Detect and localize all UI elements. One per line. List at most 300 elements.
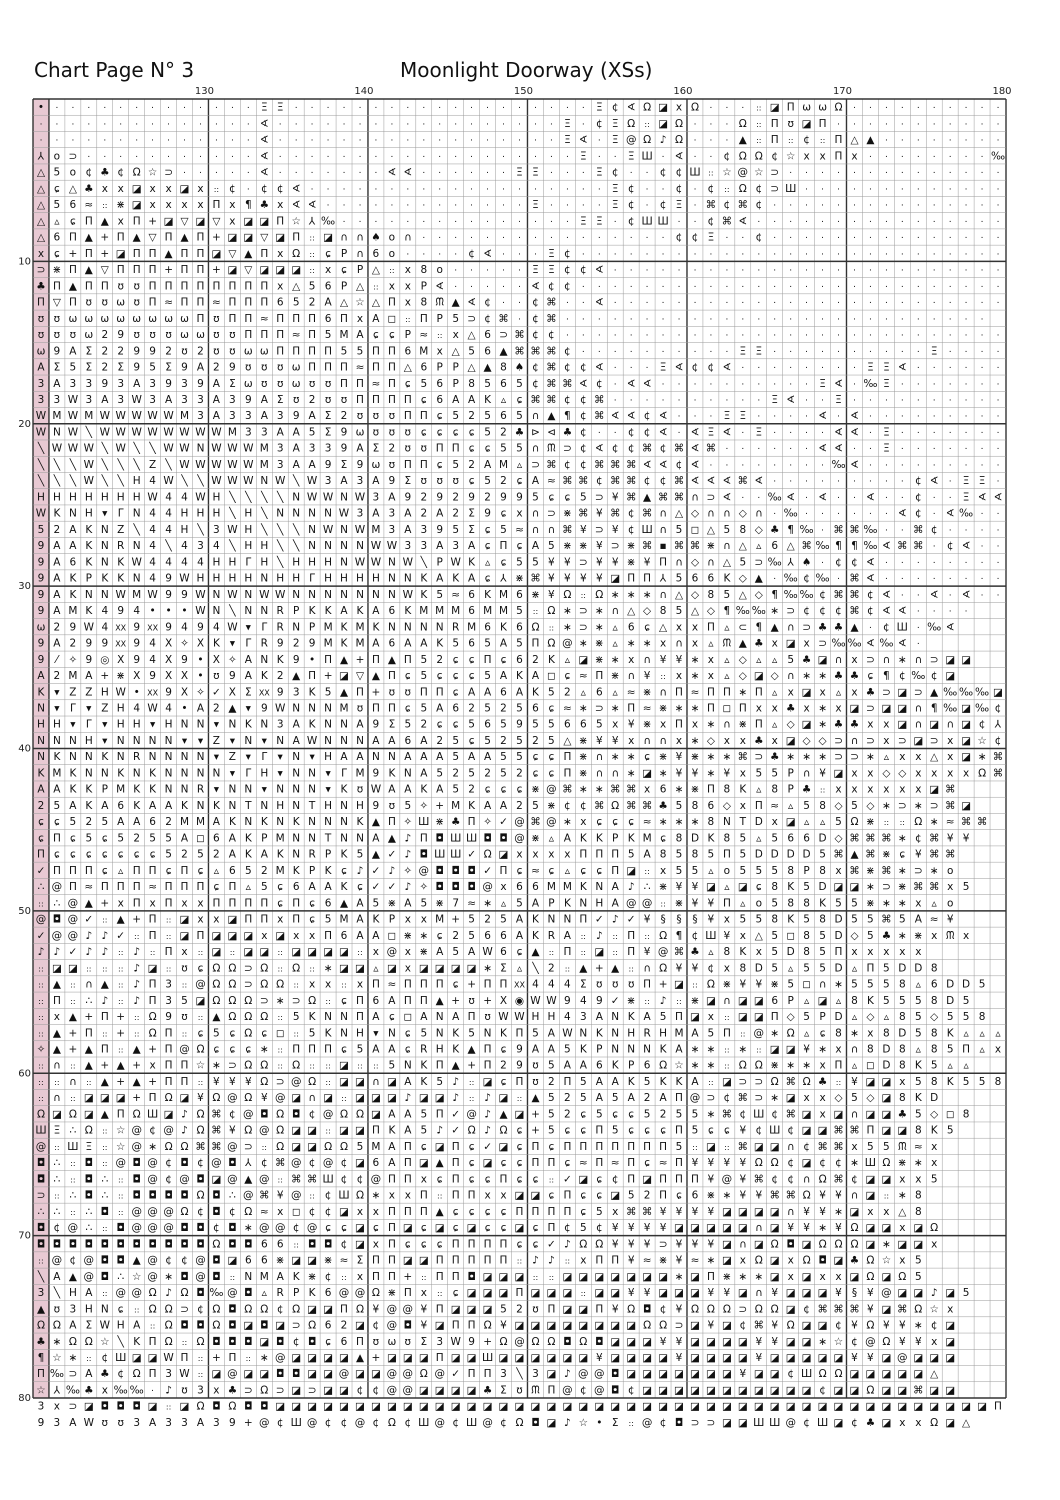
- grid-symbol: H: [244, 540, 252, 552]
- grid-symbol: ·: [741, 364, 744, 374]
- grid-symbol: 9: [38, 556, 45, 568]
- grid-symbol: ◇: [643, 605, 652, 617]
- grid-symbol: K: [309, 605, 317, 617]
- grid-symbol: o: [54, 150, 60, 162]
- grid-symbol: ʊ: [452, 475, 459, 487]
- grid-symbol: ≈: [419, 329, 428, 341]
- grid-symbol: ::: [86, 1078, 91, 1087]
- grid-symbol: Π: [723, 686, 731, 698]
- grid-symbol: Π: [388, 703, 396, 715]
- grid-symbol: A: [436, 946, 444, 958]
- grid-symbol: ·: [119, 120, 122, 130]
- grid-symbol: ·: [709, 120, 712, 130]
- grid-symbol: Ξ: [771, 394, 778, 406]
- grid-symbol: ·: [741, 104, 744, 114]
- grid-symbol: ☆: [977, 735, 986, 747]
- grid-symbol: D: [898, 962, 906, 974]
- grid-symbol: ·: [805, 185, 808, 195]
- grid-symbol: ◪: [339, 1060, 349, 1072]
- grid-symbol: N: [308, 703, 316, 715]
- grid-symbol: N: [388, 1027, 396, 1039]
- grid-symbol: Z: [213, 735, 220, 747]
- grid-symbol: ◪: [961, 719, 971, 731]
- grid-symbol: ◪: [339, 670, 349, 682]
- grid-symbol: ∗: [722, 751, 731, 763]
- grid-symbol: ·: [917, 331, 920, 341]
- grid-symbol: ·: [725, 461, 728, 471]
- grid-symbol: ◘: [37, 1222, 45, 1234]
- grid-symbol: R: [197, 784, 204, 796]
- grid-symbol: ¥: [628, 1238, 635, 1250]
- grid-symbol: Π: [579, 914, 587, 926]
- grid-symbol: ·: [997, 185, 1000, 195]
- grid-symbol: ◇: [850, 930, 859, 942]
- grid-symbol: ¥: [580, 573, 587, 585]
- grid-symbol: 8: [771, 784, 778, 796]
- grid-symbol: N: [197, 768, 205, 780]
- grid-symbol: ·: [694, 250, 697, 260]
- grid-symbol: ◘: [212, 1271, 220, 1283]
- grid-symbol: ◇: [787, 719, 796, 731]
- grid-symbol: ·: [997, 136, 1000, 146]
- grid-symbol: ɕ: [660, 1125, 666, 1137]
- grid-symbol: 5: [835, 816, 842, 828]
- grid-symbol: ·: [949, 282, 952, 292]
- grid-symbol: K: [628, 1011, 636, 1023]
- grid-symbol: A: [356, 914, 364, 926]
- grid-symbol: ·: [550, 152, 553, 162]
- grid-symbol: @: [36, 1141, 47, 1153]
- grid-symbol: ⌘: [259, 1190, 270, 1202]
- grid-symbol: ◪: [754, 995, 764, 1007]
- grid-symbol: ¥: [708, 897, 715, 909]
- grid-symbol: N: [388, 556, 396, 568]
- grid-symbol: Ω: [819, 1238, 827, 1250]
- grid-symbol: 6: [325, 313, 332, 325]
- grid-symbol: Π: [532, 638, 540, 650]
- grid-symbol: ·: [725, 347, 728, 357]
- grid-symbol: ◪: [227, 930, 237, 942]
- grid-symbol: 2: [484, 491, 491, 503]
- grid-symbol: 3: [38, 394, 45, 406]
- grid-symbol: ⊃: [531, 459, 540, 471]
- grid-symbol: ·: [422, 217, 425, 227]
- grid-symbol: ✓: [563, 1173, 572, 1185]
- grid-symbol: ▽: [260, 232, 269, 244]
- grid-symbol: ·: [917, 136, 920, 146]
- grid-symbol: ∩: [723, 540, 731, 552]
- grid-symbol: ·: [757, 493, 760, 503]
- grid-symbol: ▵: [756, 540, 762, 552]
- grid-symbol: ·: [869, 623, 872, 633]
- grid-symbol: Π: [468, 1368, 476, 1380]
- grid-symbol: ⌘: [578, 475, 589, 487]
- grid-symbol: R: [133, 751, 140, 763]
- grid-symbol: ·: [311, 136, 314, 146]
- grid-symbol: ≈: [531, 865, 540, 877]
- grid-symbol: Π: [436, 1108, 444, 1120]
- grid-symbol: Z: [229, 751, 236, 763]
- grid-symbol: ☆: [754, 167, 763, 179]
- grid-symbol: ·: [949, 266, 952, 276]
- grid-symbol: x: [453, 329, 459, 341]
- grid-symbol: 8: [899, 979, 906, 991]
- grid-symbol: +: [212, 264, 221, 276]
- grid-symbol: Ξ: [628, 150, 635, 162]
- grid-symbol: ◪: [323, 946, 333, 958]
- grid-symbol: ◪: [818, 1125, 828, 1137]
- grid-symbol: ▲: [133, 1076, 142, 1088]
- grid-symbol: 3: [436, 1336, 443, 1348]
- grid-symbol: ◪: [802, 1157, 812, 1169]
- grid-symbol: ʊ: [357, 410, 364, 422]
- grid-symbol: 2: [564, 686, 571, 698]
- grid-symbol: Σ: [85, 1320, 92, 1332]
- grid-symbol: ◪: [658, 1401, 668, 1413]
- grid-symbol: ɕ: [325, 248, 331, 260]
- grid-symbol: Z: [69, 686, 76, 698]
- grid-symbol: Π: [468, 1011, 476, 1023]
- grid-symbol: K: [612, 1060, 620, 1072]
- grid-symbol: ▲: [499, 345, 508, 357]
- grid-symbol: ·: [901, 477, 904, 487]
- grid-symbol: ▾: [246, 621, 252, 633]
- grid-symbol: ⌘: [594, 394, 605, 406]
- grid-symbol: ◪: [291, 1141, 301, 1153]
- grid-symbol: 5: [468, 1027, 475, 1039]
- grid-symbol: K: [69, 784, 77, 796]
- grid-symbol: ◪: [610, 1401, 620, 1413]
- grid-symbol: ʊ: [373, 410, 380, 422]
- grid-symbol: N: [101, 556, 109, 568]
- grid-symbol: ⊃: [706, 1417, 715, 1429]
- grid-symbol: H: [260, 540, 268, 552]
- grid-symbol: K: [660, 1076, 668, 1088]
- grid-symbol: ⋇: [579, 751, 588, 763]
- grid-symbol: ⋇: [515, 573, 524, 585]
- grid-symbol: ¶: [245, 199, 252, 211]
- grid-symbol: ⌘: [546, 394, 557, 406]
- grid-symbol: ::: [118, 948, 123, 957]
- grid-symbol: ·: [789, 380, 792, 390]
- grid-symbol: 5: [452, 313, 459, 325]
- grid-symbol: ∗: [898, 832, 907, 844]
- grid-symbol: ::: [294, 981, 299, 990]
- grid-symbol: 5: [500, 524, 507, 536]
- grid-symbol: 6: [500, 378, 507, 390]
- grid-symbol: ◇: [930, 1108, 939, 1120]
- grid-symbol: ·: [582, 185, 585, 195]
- grid-symbol: ω: [116, 297, 125, 309]
- grid-symbol: ◪: [706, 995, 716, 1007]
- grid-symbol: Π: [149, 979, 157, 991]
- grid-symbol: Ξ: [580, 215, 587, 227]
- grid-symbol: H: [356, 800, 364, 812]
- grid-symbol: ⌘: [945, 849, 956, 861]
- grid-symbol: ◘: [324, 1238, 332, 1250]
- grid-symbol: x: [915, 946, 921, 958]
- grid-symbol: 4: [101, 621, 108, 633]
- grid-symbol: N: [340, 816, 348, 828]
- grid-symbol: x: [102, 1385, 108, 1397]
- grid-symbol: ⊃: [691, 1417, 700, 1429]
- grid-symbol: ◪: [818, 1287, 828, 1299]
- grid-symbol: ¢: [755, 183, 762, 195]
- grid-symbol: A: [309, 410, 317, 422]
- grid-symbol: ∗: [659, 816, 668, 828]
- grid-symbol: Π: [468, 816, 476, 828]
- grid-symbol: Π: [835, 134, 843, 146]
- grid-symbol: M: [674, 1027, 683, 1039]
- grid-symbol: N: [228, 800, 236, 812]
- grid-symbol: x: [803, 703, 809, 715]
- grid-symbol: Ω: [771, 1303, 779, 1315]
- grid-symbol: +: [483, 1336, 492, 1348]
- grid-symbol: ◘: [228, 1222, 236, 1234]
- grid-symbol: ɕ: [469, 427, 475, 439]
- grid-symbol: ∢: [387, 167, 396, 179]
- grid-symbol: W: [52, 443, 63, 455]
- grid-symbol: Ξ: [883, 378, 890, 390]
- grid-symbol: ◪: [546, 1401, 556, 1413]
- grid-symbol: ·: [949, 396, 952, 406]
- grid-symbol: +: [100, 1060, 109, 1072]
- grid-symbol: ∗: [706, 1255, 715, 1267]
- grid-symbol: Σ: [85, 362, 92, 374]
- grid-symbol: ♪: [404, 832, 411, 844]
- grid-symbol: Π: [404, 459, 412, 471]
- grid-symbol: 8: [708, 589, 715, 601]
- grid-symbol: 2: [436, 654, 443, 666]
- grid-symbol: ◪: [339, 962, 349, 974]
- grid-symbol: ✓: [547, 1238, 556, 1250]
- grid-symbol: N: [340, 524, 348, 536]
- grid-symbol: ·: [390, 104, 393, 114]
- grid-symbol: ¢: [341, 1417, 348, 1429]
- grid-symbol: A: [404, 897, 412, 909]
- grid-symbol: @: [371, 1173, 382, 1185]
- grid-symbol: Ω: [308, 1320, 316, 1332]
- grid-symbol: ◪: [658, 1287, 668, 1299]
- grid-symbol: 5: [516, 378, 523, 390]
- grid-symbol: A: [436, 703, 444, 715]
- grid-symbol: Σ: [165, 362, 172, 374]
- grid-symbol: x: [708, 1011, 714, 1023]
- grid-symbol: ⊃: [276, 1076, 285, 1088]
- grid-symbol: K: [245, 832, 253, 844]
- grid-symbol: N: [260, 654, 268, 666]
- grid-symbol: ◪: [706, 1401, 716, 1413]
- grid-symbol: §: [676, 914, 681, 926]
- grid-symbol: ·: [965, 429, 968, 439]
- grid-symbol: ·: [199, 136, 202, 146]
- grid-symbol: •: [197, 670, 203, 682]
- grid-symbol: ɕ: [118, 1303, 124, 1315]
- grid-symbol: ·: [933, 315, 936, 325]
- grid-symbol: ◪: [451, 1385, 461, 1397]
- grid-symbol: ·: [901, 445, 904, 455]
- grid-symbol: Π: [260, 297, 268, 309]
- grid-symbol: A: [644, 849, 652, 861]
- grid-symbol: Π: [324, 654, 332, 666]
- grid-symbol: x: [947, 768, 953, 780]
- grid-symbol: ◪: [291, 1255, 301, 1267]
- grid-symbol: ·: [837, 364, 840, 374]
- grid-symbol: ⁄: [54, 654, 60, 666]
- grid-symbol: ∩: [659, 686, 667, 698]
- grid-symbol: ⌘: [562, 524, 573, 536]
- grid-symbol: ɕ: [533, 768, 539, 780]
- grid-symbol: ¥: [708, 914, 715, 926]
- grid-symbol: ╲: [292, 523, 300, 536]
- grid-symbol: ⊃: [786, 605, 795, 617]
- grid-symbol: Ω: [643, 102, 651, 114]
- grid-symbol: Π: [244, 280, 252, 292]
- grid-symbol: ·: [598, 185, 601, 195]
- grid-symbol: ◪: [834, 1255, 844, 1267]
- grid-symbol: Ξ: [963, 491, 970, 503]
- grid-symbol: Ш: [657, 215, 668, 227]
- grid-symbol: 4: [181, 491, 188, 503]
- grid-symbol: H: [181, 508, 189, 520]
- grid-symbol: ‰: [831, 459, 845, 471]
- grid-symbol: 5: [484, 410, 491, 422]
- grid-symbol: ◪: [818, 1401, 828, 1413]
- grid-symbol: ɕ: [517, 1125, 523, 1137]
- grid-symbol: ·: [518, 217, 521, 227]
- grid-symbol: ◘: [148, 1190, 156, 1202]
- grid-symbol: ¢: [708, 362, 715, 374]
- grid-symbol: Π: [755, 686, 763, 698]
- grid-symbol: ⊃: [738, 1076, 747, 1088]
- grid-symbol: ·: [917, 607, 920, 617]
- grid-symbol: ·: [805, 315, 808, 325]
- grid-symbol: ::: [437, 331, 442, 340]
- grid-symbol: ¥: [676, 1206, 683, 1218]
- grid-symbol: +: [467, 979, 476, 991]
- grid-symbol: ◘: [133, 1238, 141, 1250]
- grid-symbol: W: [498, 1011, 509, 1023]
- grid-symbol: 5: [867, 914, 874, 926]
- grid-symbol: M: [324, 638, 333, 650]
- grid-symbol: Ω: [165, 1336, 173, 1348]
- grid-symbol: ·: [981, 364, 984, 374]
- grid-symbol: ◘: [180, 1222, 188, 1234]
- grid-symbol: 5: [468, 768, 475, 780]
- grid-symbol: ╲: [69, 458, 77, 471]
- grid-symbol: ¥: [548, 556, 555, 568]
- grid-symbol: ::: [549, 623, 554, 632]
- grid-symbol: Ω: [260, 1303, 268, 1315]
- grid-symbol: @: [291, 1190, 302, 1202]
- grid-symbol: ∗: [595, 621, 604, 633]
- grid-symbol: ◪: [674, 1368, 684, 1380]
- grid-symbol: △: [340, 297, 349, 309]
- grid-symbol: 2: [181, 849, 188, 861]
- grid-symbol: ∩: [723, 508, 731, 520]
- grid-symbol: N: [308, 524, 316, 536]
- grid-symbol: ·: [582, 331, 585, 341]
- grid-symbol: x: [261, 930, 267, 942]
- grid-symbol: ◪: [850, 1368, 860, 1380]
- grid-symbol: ɕ: [644, 751, 650, 763]
- grid-symbol: ▵: [118, 865, 124, 877]
- grid-symbol: ╲: [101, 442, 109, 455]
- grid-symbol: ≈: [292, 329, 301, 341]
- grid-symbol: K: [325, 1027, 333, 1039]
- grid-symbol: Π: [388, 345, 396, 357]
- grid-symbol: 2: [548, 1076, 555, 1088]
- grid-symbol: 5: [883, 995, 890, 1007]
- grid-symbol: ·: [885, 136, 888, 146]
- grid-symbol: ⅩⅩ: [147, 623, 158, 632]
- grid-symbol: 8: [660, 849, 667, 861]
- grid-symbol: N: [292, 800, 300, 812]
- grid-symbol: ⌘: [849, 832, 860, 844]
- grid-symbol: A: [213, 378, 221, 390]
- grid-symbol: ·: [805, 412, 808, 422]
- grid-symbol: M: [339, 329, 348, 341]
- grid-symbol: ·: [901, 234, 904, 244]
- grid-symbol: ¢: [612, 1173, 619, 1185]
- grid-symbol: Π: [197, 264, 205, 276]
- grid-symbol: ·: [725, 282, 728, 292]
- grid-symbol: x: [102, 183, 108, 195]
- grid-symbol: ∗: [930, 816, 939, 828]
- grid-symbol: ·: [359, 201, 362, 211]
- grid-symbol: @: [243, 1190, 254, 1202]
- grid-symbol: ¢: [660, 167, 667, 179]
- grid-symbol: ɕ: [820, 1027, 826, 1039]
- grid-symbol: ·: [885, 234, 888, 244]
- grid-symbol: ::: [198, 948, 203, 957]
- grid-symbol: ·: [486, 185, 489, 195]
- grid-symbol: Π: [563, 751, 571, 763]
- grid-symbol: Ω: [771, 1238, 779, 1250]
- grid-symbol: W: [163, 427, 174, 439]
- grid-symbol: ·: [853, 347, 856, 357]
- grid-symbol: ∢: [850, 410, 859, 422]
- grid-symbol: Π: [212, 199, 220, 211]
- grid-symbol: ∩: [675, 638, 683, 650]
- grid-symbol: ◉: [515, 995, 524, 1007]
- grid-symbol: N: [579, 897, 587, 909]
- grid-symbol: 6: [245, 1255, 252, 1267]
- grid-symbol: ◻: [388, 313, 397, 325]
- grid-symbol: 2: [468, 410, 475, 422]
- grid-symbol: ∗: [818, 1336, 827, 1348]
- grid-symbol: K: [596, 832, 604, 844]
- grid-symbol: x: [883, 946, 889, 958]
- grid-symbol: Ω: [292, 1060, 300, 1072]
- grid-symbol: ♣: [515, 427, 524, 439]
- grid-symbol: ∗: [802, 670, 811, 682]
- grid-symbol: Π: [197, 930, 205, 942]
- grid-symbol: ·: [151, 1387, 154, 1397]
- grid-symbol: ◪: [578, 1173, 588, 1185]
- grid-symbol: +: [356, 654, 365, 666]
- grid-symbol: @: [722, 1173, 733, 1185]
- grid-symbol: 5: [580, 1092, 587, 1104]
- grid-symbol: P: [453, 378, 459, 390]
- grid-symbol: 9: [564, 995, 571, 1007]
- grid-symbol: ·: [518, 266, 521, 276]
- grid-symbol: ·: [295, 152, 298, 162]
- grid-symbol: P: [357, 264, 363, 276]
- grid-symbol: 5: [516, 751, 523, 763]
- grid-symbol: +: [371, 1352, 380, 1364]
- grid-symbol: ◪: [945, 1336, 955, 1348]
